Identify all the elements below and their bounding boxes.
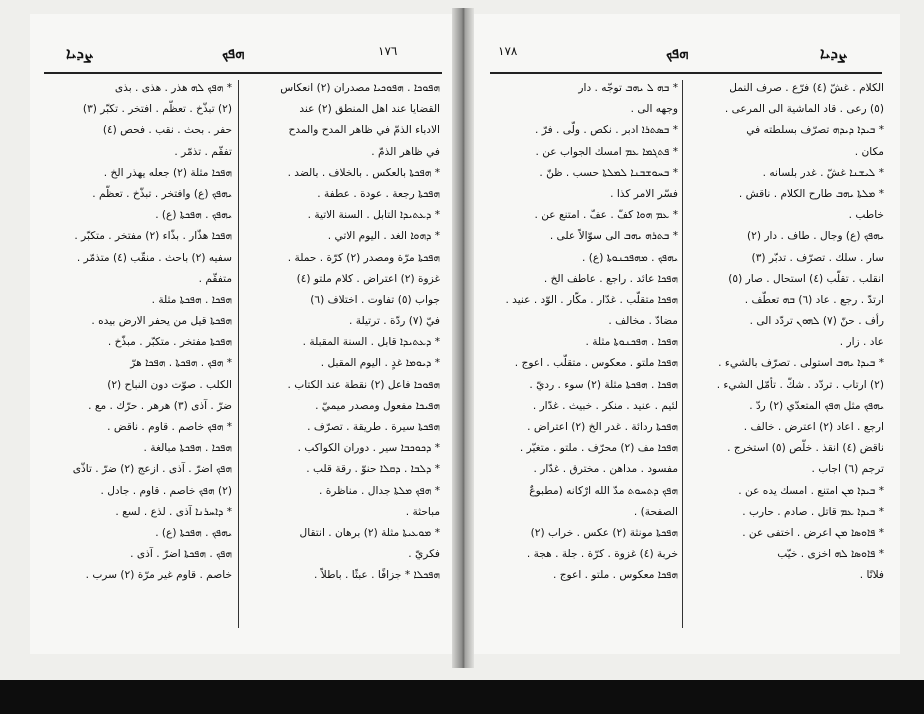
entry-line: فكريّ .	[408, 548, 440, 561]
entry-line: (٥) رعى . قاد الماشية الى المرعى .	[724, 103, 884, 116]
entry-line: ܗܦܟܬܐ مونثة (٢) عكس . خراب (٢)	[530, 526, 678, 539]
entry-line: ܗܦܟܐ ملتو . معكوس . متقلّب . اعوج .	[514, 357, 678, 370]
entry-line: ضرّ . آذى (٣) هرهر . حرّك . مع .	[88, 399, 232, 412]
entry-line: * ܒܝܕܐ ܝܗܒ استولى . تصرّف بالشيء .	[718, 357, 884, 370]
entry-line: ܗܦܟܬܐ قيل من يحفر الارض بيده .	[91, 315, 232, 328]
entry-line: ارجع . اعاد (٢) اعترض . خالف .	[743, 421, 884, 433]
left-page-right-column	[244, 78, 440, 587]
right-header-outer-word: ܨܕܝܐ	[820, 44, 846, 62]
entry-line: مضادّ . مخالف .	[608, 315, 678, 328]
entry-line: خاطب .	[848, 209, 884, 222]
left-page-left-column	[40, 78, 232, 587]
entry-line: سار . سلك . تصرّف . تدبّر (٣)	[751, 251, 884, 264]
entry-line: القضايا عند اهل المنطق (٢) عند	[299, 103, 440, 116]
entry-line: سفيه (٢) باحث . منقّب (٤) متذمّر .	[76, 251, 232, 264]
entry-line: * ܕܥܬܝܕܐ التابل . السنة الاتية .	[307, 209, 440, 222]
left-column-divider	[238, 80, 239, 628]
entry-line: تفقّم . تذمّر .	[174, 145, 232, 158]
entry-line: ܝܗܦܟ مثل ܗܦܟ المتعدّي (٢) ردّ .	[749, 399, 884, 412]
left-page-header	[30, 44, 454, 68]
entry-line: ܗܦܟܐ . ܗܦܟܢܘܬܐ مثلة .	[585, 336, 678, 349]
entry-line: رأف . حنّ (٧) ܠܗܘܢ تردّد الى .	[749, 315, 884, 328]
entry-line: * ܦܐܘܣܐ ܡܢ اعرض . اختفى عن .	[742, 526, 884, 539]
entry-line: * ܡܘܥܝܬܐ مثلة (٢) برهان . انتقال	[299, 526, 440, 539]
entry-line: ܗܦܟܐ . ܗܦܟܬܐ مثلة .	[151, 293, 232, 306]
right-column-divider	[682, 80, 683, 628]
entry-line: * ܕܝܘܡܐ غدٍ . اليوم المقبل .	[320, 357, 440, 370]
entry-line: (٢) ܗܦܟ خاصم . قاوم . جادل .	[100, 484, 232, 497]
entry-line: ܝܗܦܟ . ܡܗܦܟܢܘܬܐ (ع) .	[582, 251, 678, 264]
entry-line: ترجم (٦) اجاب .	[811, 463, 884, 476]
entry-line: ܝܗܦܟ . ܗܦܟܬܐ (ع) .	[155, 526, 232, 539]
entry-line: الادباء الذمّ في ظاهر المدح والمدح	[288, 124, 440, 137]
left-page-number: ١٧٦	[378, 44, 398, 58]
entry-line: ܗܦܟܐ . ܗܦܟܬܐ مبالغة .	[143, 442, 232, 455]
entry-line: * ܗܦܟ ܡܠܬܐ جدال . مناظرة .	[319, 484, 440, 497]
entry-line: * ܕܥܬܝܕܐ قابل . السنة المقبلة .	[302, 336, 440, 349]
entry-line: ܗܦܟܐ معكوس . ملتو . اعوج .	[552, 569, 678, 582]
entry-line: ܗܦܟܬܐ رجعة . عودة . عطفة .	[317, 187, 440, 200]
right-page-header	[470, 44, 900, 68]
right-header-rule	[490, 72, 882, 74]
entry-line: * ܗܦܟܬܐ بالعكس . بالخلاف . بالضد .	[287, 166, 440, 179]
entry-line: (٢) ارتاب . تردّد . شكّ . تأمّل الشيء .	[716, 378, 884, 391]
entry-line: * ܡܠܬܐ ܝܗܒ طارح الكلام . ناقش .	[738, 187, 884, 200]
entry-line: ܗܦܟܬܐ سيرة . طريقة . تصرّف .	[307, 421, 440, 433]
entry-line: غزوة (٢) اعتراض . كلام ملتو (٤)	[296, 272, 440, 285]
entry-line: ܗܦܟ . ܗܦܟܬܐ اضرّ . آذى .	[130, 548, 232, 561]
entry-line: ܗܦܟ اضرّ . آذى . ازعج (٢) ضرّ . تاذّى	[72, 463, 232, 476]
entry-line: جواب (٥) تفاوت . اختلاف (٦)	[310, 293, 440, 306]
entry-line: ܗܦܟ ܕܬܚܘܬ مدّ الله ارْكانه (مطبوعٌ	[529, 484, 678, 497]
entry-line: ارتدّ . رجع . عاد (٦) ܒܗ تعطّف .	[744, 293, 884, 306]
entry-line: ܗܦܟܐ متقلّب . غدّار . مكّار . الوّد . عنيد .	[505, 293, 678, 306]
entry-line: في ظاهر الذمّ .	[371, 145, 440, 158]
entry-line: ܗܦܟܐ هذّار . بذّاء (٢) مفتخر . متكبّر .	[74, 230, 232, 243]
entry-line: * ܕܗܘܐ الغد . اليوم الاتي .	[327, 230, 440, 243]
scan-bottom-edge	[0, 680, 924, 714]
entry-line: حفر . بحث . نقب . فحص (٤)	[102, 124, 232, 137]
entry-line: ܗܦܟܬܐ ردائة . غدر الخ (٢) اعتراض .	[527, 421, 678, 433]
entry-line: ܝܗܦܟ (ع) وجال . طاف . دار (٢)	[747, 230, 884, 243]
left-header-rule	[44, 72, 442, 74]
right-page	[470, 14, 900, 654]
entry-line: * ܒܝܕܐ ܕܝܕܗ تصرّف بسلطته في	[746, 124, 884, 137]
entry-line: * ܗܦܟ . ܗܦܟܬܐ . ܗܦܟܐ هرّ	[130, 357, 232, 370]
entry-line: فلانًا .	[859, 569, 884, 582]
entry-line: مكان .	[854, 145, 884, 158]
right-page-number: ١٧٨	[498, 44, 518, 58]
entry-line: ܗܦܘܟܐ . ܗܦܘܟܝܐ مصدران (٢) انعكاس	[280, 82, 440, 94]
entry-line: خاصم . قاوم غير مرّة (٢) سرب .	[85, 569, 232, 582]
entry-line: فيّ (٧) ردّة . ترتيلة .	[349, 315, 440, 328]
entry-line: خربة (٤) غزوة . كرّة . جلة . هجة .	[526, 548, 678, 561]
entry-line: ܝܗܦܟ . ܗܦܟܬܐ (ع) .	[155, 209, 232, 222]
right-header-center-word: ܗܦܟ	[666, 44, 689, 62]
entry-line: ܗܦܘܟܐ فاعل (٢) نقطة عند الكتاب .	[287, 378, 440, 391]
entry-line: ܗܦܝܟܐ مفعول ومصدر ميميّ .	[315, 399, 440, 412]
book-gutter	[452, 8, 474, 668]
entry-line: * ܒܝܕܐ ܡܢ امتنع . امسك يده عن .	[738, 484, 884, 497]
entry-line: * ܒܣܬܪܐ ادبر . نكص . ولّى . فرّ .	[535, 124, 678, 137]
entry-line: * ܒܗ ܠ ܝܗܒ توجّه . دار	[578, 82, 678, 94]
entry-line: متفقّم .	[198, 272, 232, 285]
entry-line: ܗܦܟܐ عائد . راجع . عاطف الخ .	[543, 272, 678, 285]
entry-line: مباحثة .	[405, 505, 440, 518]
entry-line: * ܦܬܓܡܐ ܥܡ امسك الجواب عن .	[535, 145, 678, 158]
entry-line: الصفحة) .	[633, 505, 678, 518]
left-header-outer-word: ܨܕܝܐ	[66, 44, 92, 62]
entry-line: * ܒܬܪܗ ܝܗܒ الى سوّالاً على .	[549, 230, 678, 243]
entry-line: ܗܦܟܐ مثلة (٢) جعله يهذر الخ .	[103, 166, 232, 179]
entry-line: * ܕܐܚܪܢܐ آذى . لذع . لسع .	[115, 505, 232, 518]
left-page	[30, 14, 454, 654]
entry-line: ܗܦܟܬܐ مفتخر . متكبّر . مبذّخ .	[107, 336, 232, 349]
entry-line: * ܦܐܘܣܐ ܠܗ اخزى . خيّب	[777, 548, 884, 561]
right-page-right-column	[688, 78, 884, 587]
entry-line: * ܥܡ ܗܘܐ كفّ . عفّ . امتنع عن .	[534, 209, 678, 222]
entry-line: مفسود . مداهن . مخترق . غدّار .	[533, 463, 678, 476]
entry-line: ناقض (٤) انقذ . خلّص (٥) استخرج .	[727, 442, 884, 455]
entry-line: (٢) تبذّخ . تعظّم . افتخر . تكبّر (٣)	[82, 103, 232, 116]
entry-line: * ܒܝܕܐ ܥܡ قاتل . صادم . حارب .	[742, 505, 884, 518]
entry-line: * ܠܝܫܢܐ غشّ . غدر بلسانه .	[762, 166, 884, 179]
entry-line: انقلب . تقلّب (٤) استحال . صار (٥)	[728, 272, 884, 285]
entry-line: * ܗܦܟ ܠܗ هذر . هذى . بذى	[114, 82, 232, 94]
entry-line: * ܕܠܒܐ . ܕܩܠܐ حنوّ . رقة قلب .	[306, 463, 440, 476]
left-header-center-word: ܗܦܟ	[222, 44, 245, 62]
entry-line: * ܕܟܘܟܒܐ سير . دوران الكواكب .	[297, 442, 440, 455]
entry-line: عاد . زار .	[839, 336, 884, 349]
entry-line: ܗܦܟܬܐ مرّة ومصدر (٢) كرّة . حملة .	[287, 251, 440, 264]
entry-line: ܝܗܦܟ (ع) وافتخر . تبذّخ . تعظّم .	[92, 187, 232, 200]
entry-line: ܗܦܟܐ مف (٢) محرّف . ملتو . متغيّر .	[519, 442, 678, 455]
entry-line: * ܗܦܟ خاصم . قاوم . ناقض .	[107, 421, 232, 433]
entry-line: ܗܦܟܠܐ * جزافًا . عبثًا . باطلاً .	[314, 569, 440, 582]
right-page-left-column	[492, 78, 678, 587]
entry-line: الكلب . صوّت دون النباح (٢)	[107, 378, 232, 391]
entry-line: لئيم . عنيد . منكر . خبيث . غدّار .	[532, 399, 678, 412]
entry-line: ܗܦܟܐ . ܗܦܟܬܐ مثلة (٢) سوء . رديّ .	[529, 378, 678, 391]
entry-line: الكلام . غشّ (٤) فرّع . صرف النمل	[729, 82, 884, 94]
entry-line: * ܒܚܘܫܒܢܐ ܠܡܠܬܐ حسب . ظنّ .	[539, 166, 678, 179]
entry-line: فسّر الامر كذا .	[610, 187, 678, 200]
entry-line: وجهه الى .	[630, 103, 678, 116]
